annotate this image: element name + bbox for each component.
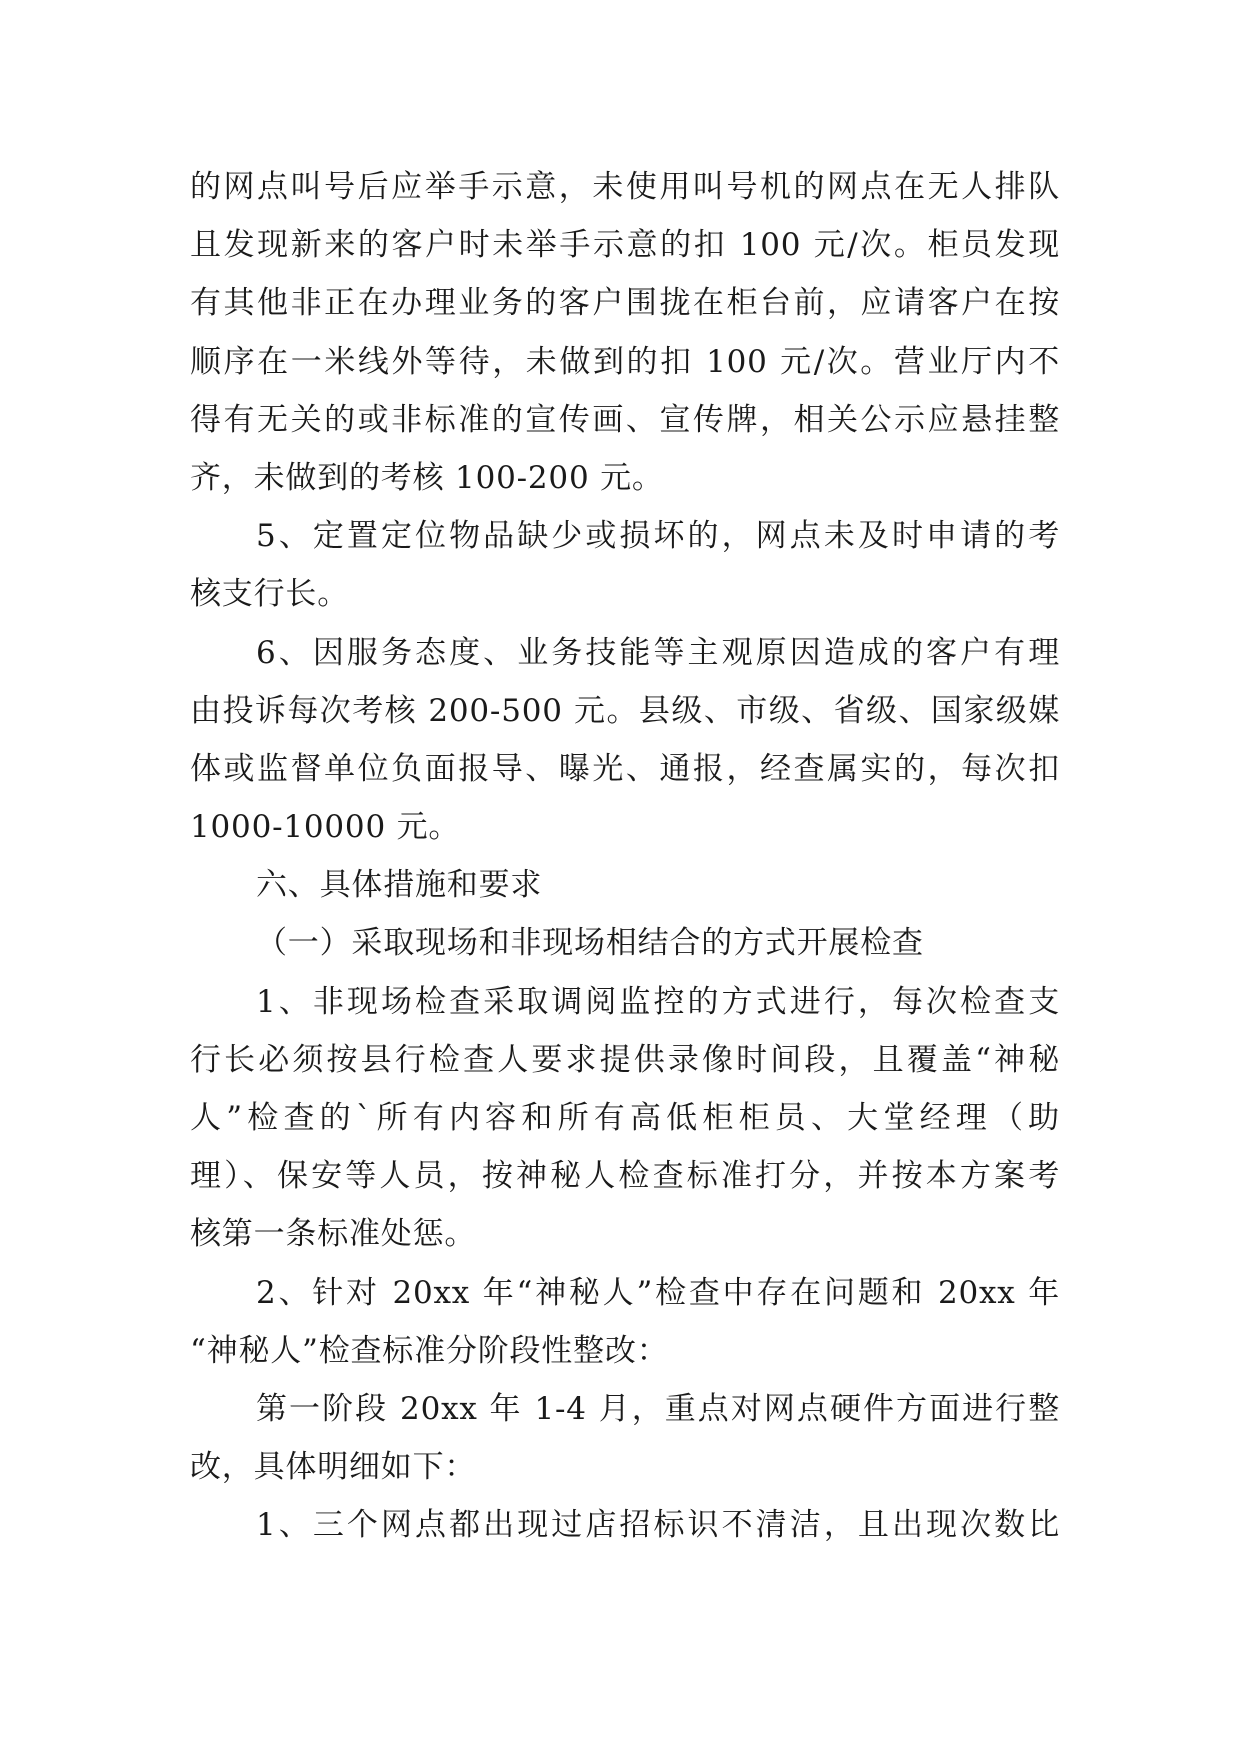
body-line: 体或监督单位负面报导、曝光、通报，经查属实的，每次扣 [190, 750, 1060, 787]
body-line: 齐，未做到的考核 100-200 元。 [190, 459, 664, 496]
section-heading: 六、具体措施和要求 [256, 867, 543, 904]
subsection-heading: （一）采取现场和非现场相结合的方式开展检查 [256, 925, 924, 962]
body-line: 1、三个网点都出现过店招标识不清洁，且出现次数比 [256, 1507, 1060, 1544]
body-line: 1、非现场检查采取调阅监控的方式进行，每次检查支 [256, 983, 1060, 1020]
body-line: 核支行长。 [190, 576, 349, 613]
body-line: 且发现新来的客户时未举手示意的扣 100 元/次。柜员发现 [190, 227, 1060, 264]
body-line: 的网点叫号后应举手示意，未使用叫号机的网点在无人排队 [190, 169, 1060, 205]
body-line: 行长必须按县行检查人要求提供录像时间段，且覆盖“神秘 [190, 1041, 1060, 1078]
body-line: 第一阶段 20xx 年 1-4 月，重点对网点硬件方面进行整 [256, 1390, 1060, 1427]
body-line: 理）、保安等人员，按神秘人检查标准打分，并按本方案考 [190, 1158, 1060, 1195]
body-line: 6、因服务态度、业务技能等主观原因造成的客户有理 [256, 634, 1060, 671]
document-body [190, 158, 1060, 1555]
body-line: 1000-10000 元。 [190, 809, 461, 846]
body-line: 得有无关的或非标准的宣传画、宣传牌，相关公示应悬挂整 [190, 401, 1060, 438]
body-line: 2、针对 20xx 年“神秘人”检查中存在问题和 20xx 年 [256, 1274, 1060, 1311]
body-line: 人”检查的`所有内容和所有高低柜柜员、大堂经理（助 [190, 1100, 1060, 1136]
body-line: 由投诉每次考核 200-500 元。县级、市级、省级、国家级媒 [190, 692, 1060, 729]
body-line: 顺序在一米线外等待，未做到的扣 100 元/次。营业厅内不 [190, 343, 1060, 380]
body-line: “神秘人”检查标准分阶段性整改： [190, 1332, 669, 1369]
body-line: 有其他非正在办理业务的客户围拢在柜台前，应请客户在按 [190, 285, 1060, 322]
body-line: 5、定置定位物品缺少或损坏的，网点未及时申请的考 [256, 518, 1060, 555]
body-line: 核第一条标准处惩。 [190, 1216, 477, 1253]
body-line: 改，具体明细如下： [190, 1449, 477, 1486]
